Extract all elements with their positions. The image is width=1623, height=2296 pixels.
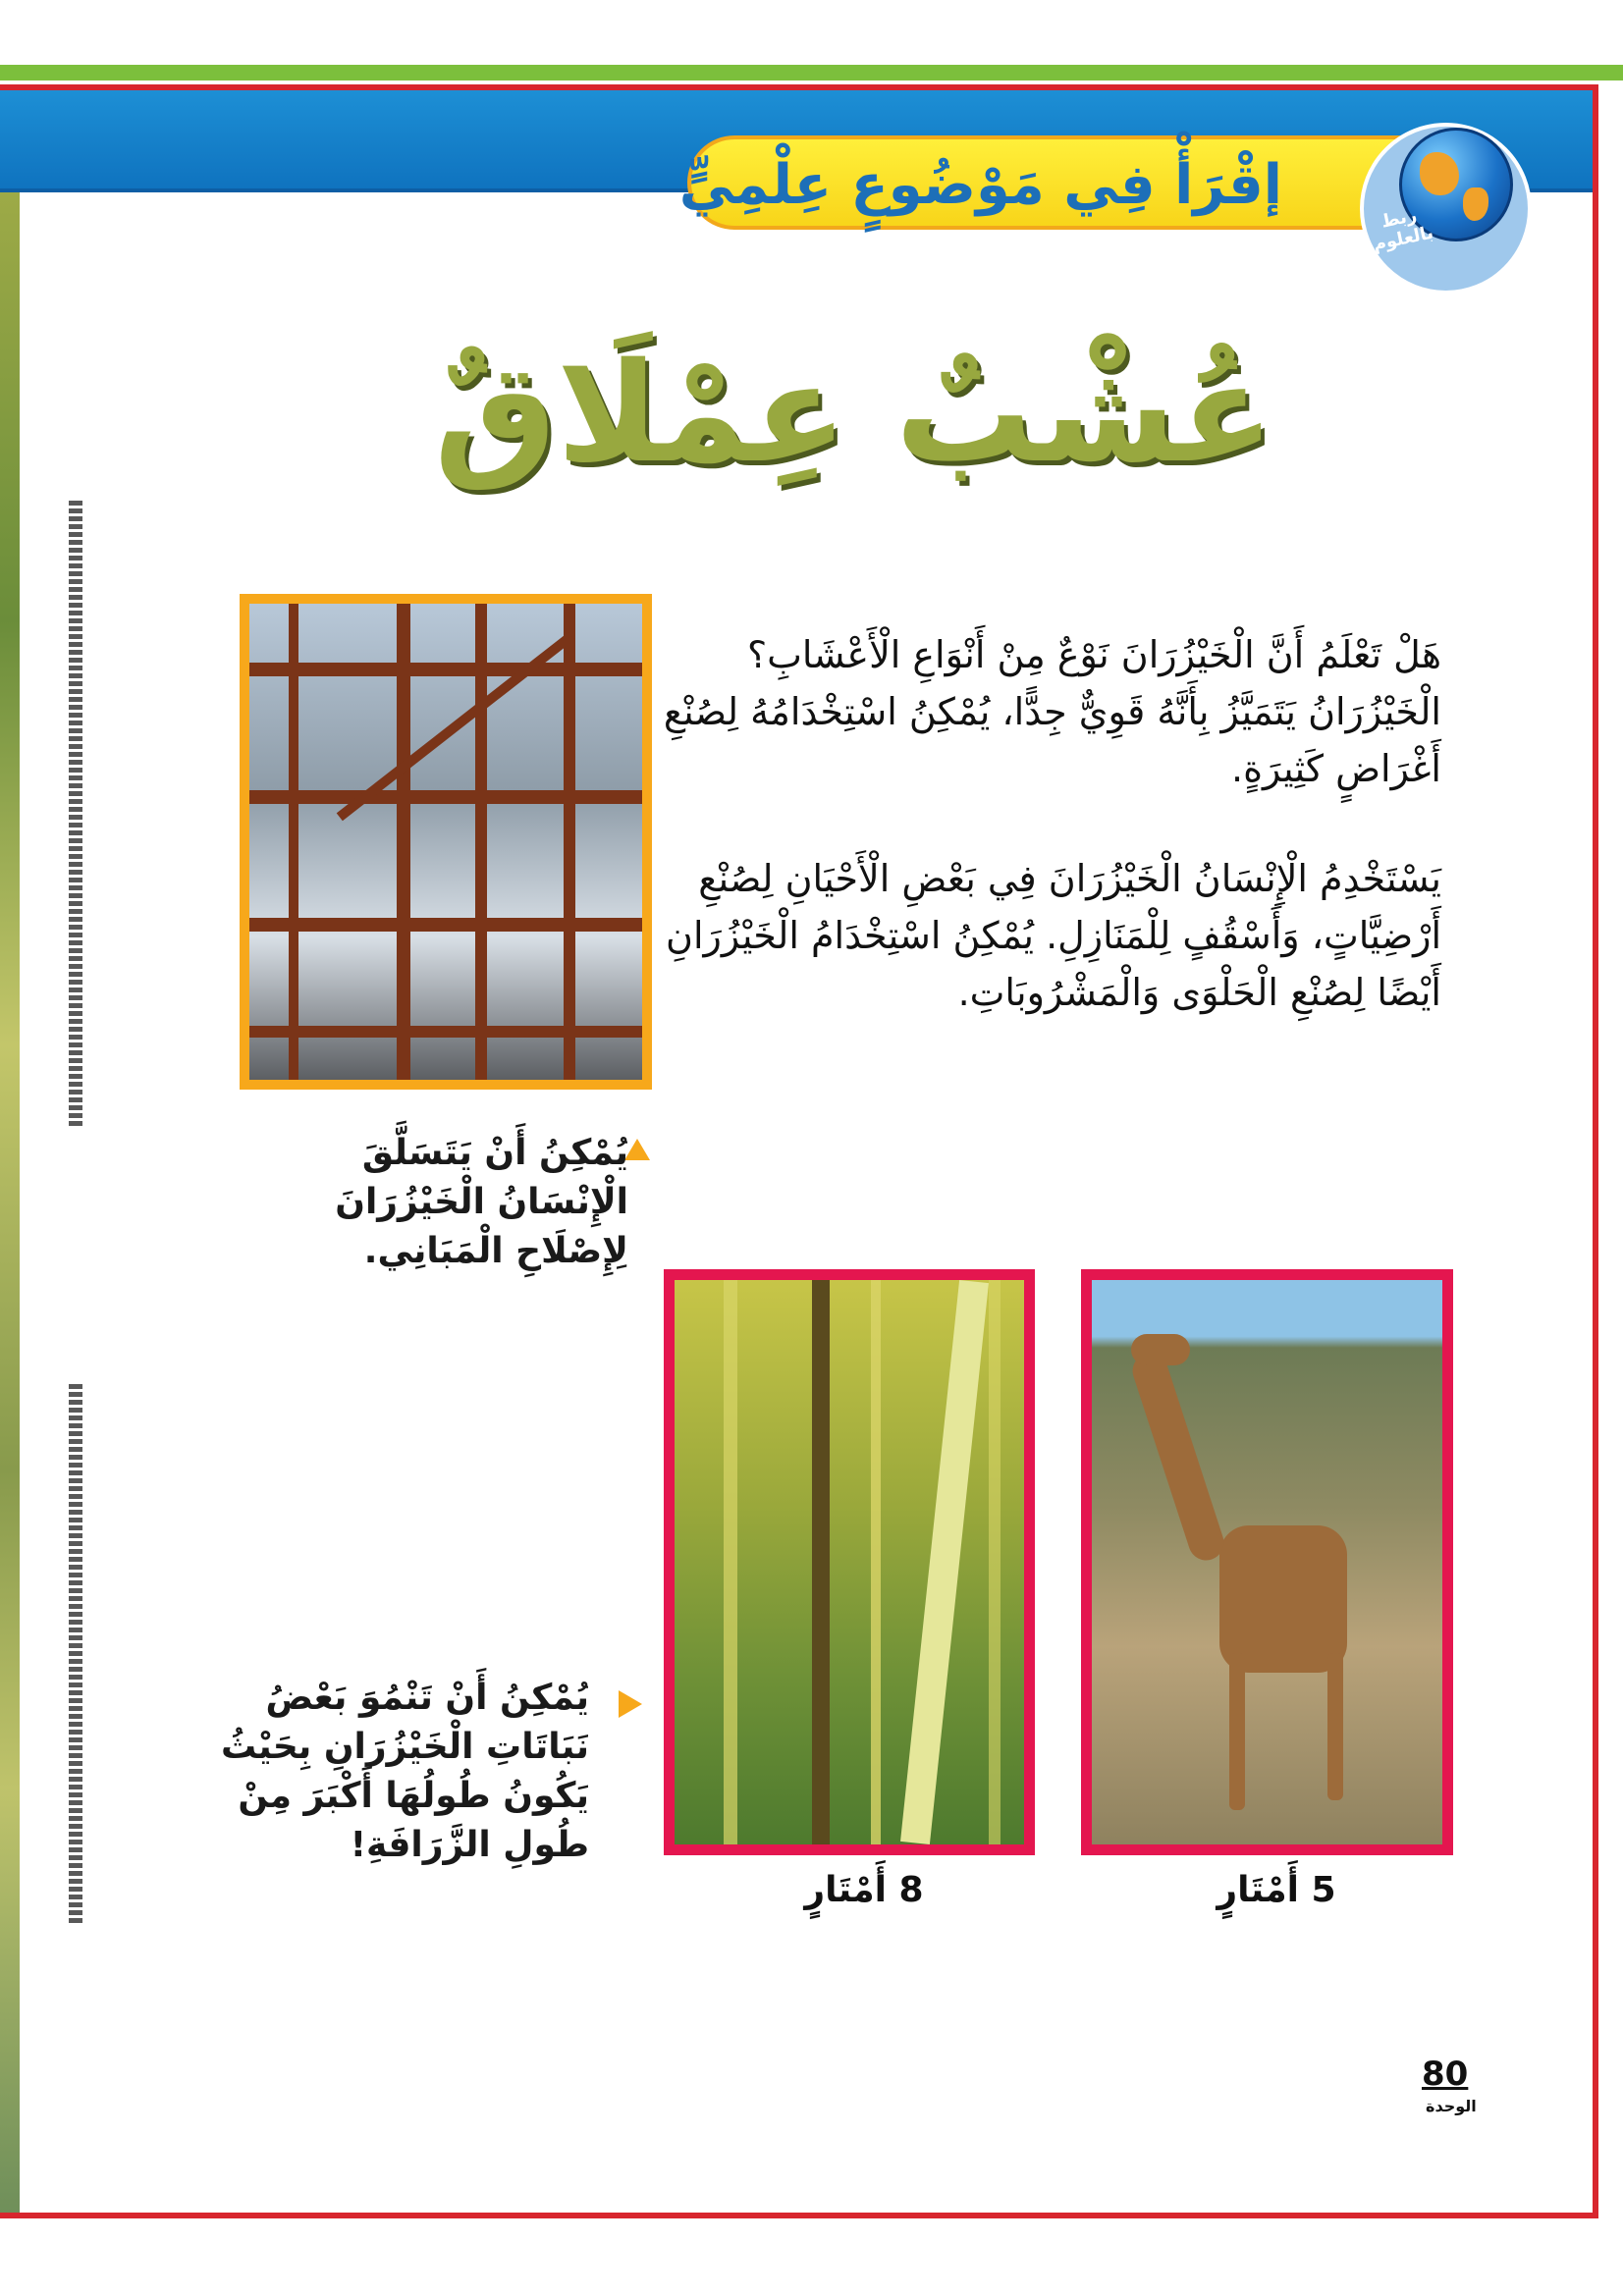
- page-title: عُشْبٌ عِمْلَاقٌ: [434, 334, 1274, 494]
- scaffold-caption: يُمْكِنُ أَنْ يَتَسَلَّقَ الْإِنْسَانُ الْخَيْزُرَانَ لِإِصْلَاحِ الْمَبَانِي.: [335, 1133, 628, 1271]
- photo-credits-vertical: [69, 501, 82, 1924]
- giraffe-photo: [1081, 1269, 1453, 1855]
- left-edge-photo-strip: [0, 90, 20, 2213]
- bamboo-height-label: 8 أَمْتَارٍ: [804, 1870, 924, 1910]
- page-bottom-margin: [0, 2220, 1623, 2296]
- giraffe-height-label: 5 أَمْتَارٍ: [1217, 1870, 1336, 1910]
- bamboo-caption: يُمْكِنُ أَنْ تَنْمُوَ بَعْضُ نَبَاتَاتِ الْخَيْزُرَانِ بِحَيْثُ يَكُونُ طُولُهَا أَكْبَرَ مِنْ طُولِ الزَّرَافَةِ!: [221, 1678, 589, 1865]
- body-paragraph-2: يَسْتَخْدِمُ الْإِنْسَانُ الْخَيْزُرَانَ فِي بَعْضِ الْأَحْيَانِ لِصُنْعِ أَرْضِيَّاتٍ، وَأَسْقُفٍ لِلْمَنَازِلِ. يُمْكِنُ اسْتِخْدَامُ الْخَيْزُرَانِ أَيْضًا لِصُنْعِ الْحَلْوَى وَالْمَشْرُوبَاتِ.: [666, 857, 1441, 1014]
- page-number-label: الوحدة: [1426, 2097, 1477, 2115]
- page-number: 80: [1422, 2055, 1469, 2094]
- banner-title: إقْرَأْ فِي مَوْضُوعٍ عِلْمِيٍّ: [678, 153, 1282, 217]
- globe-badge-label: ربط بالعلوم: [1371, 204, 1435, 256]
- body-paragraph-1: هَلْ تَعْلَمُ أَنَّ الْخَيْزُرَانَ نَوْعٌ مِنْ أَنْوَاعِ الْأَعْشَابِ؟ الْخَيْزُرَانُ يَتَمَيَّزُ بِأَنَّهُ قَوِيٌّ جِدًّا، يُمْكِنُ اسْتِخْدَامُهُ لِصُنْعِ أَغْرَاضٍ كَثِيرَةٍ.: [663, 633, 1441, 790]
- caption-pointer-right-icon: [619, 1690, 642, 1718]
- top-green-stripe: [0, 65, 1623, 80]
- bamboo-photo: [664, 1269, 1035, 1855]
- scaffold-photo: [240, 594, 652, 1090]
